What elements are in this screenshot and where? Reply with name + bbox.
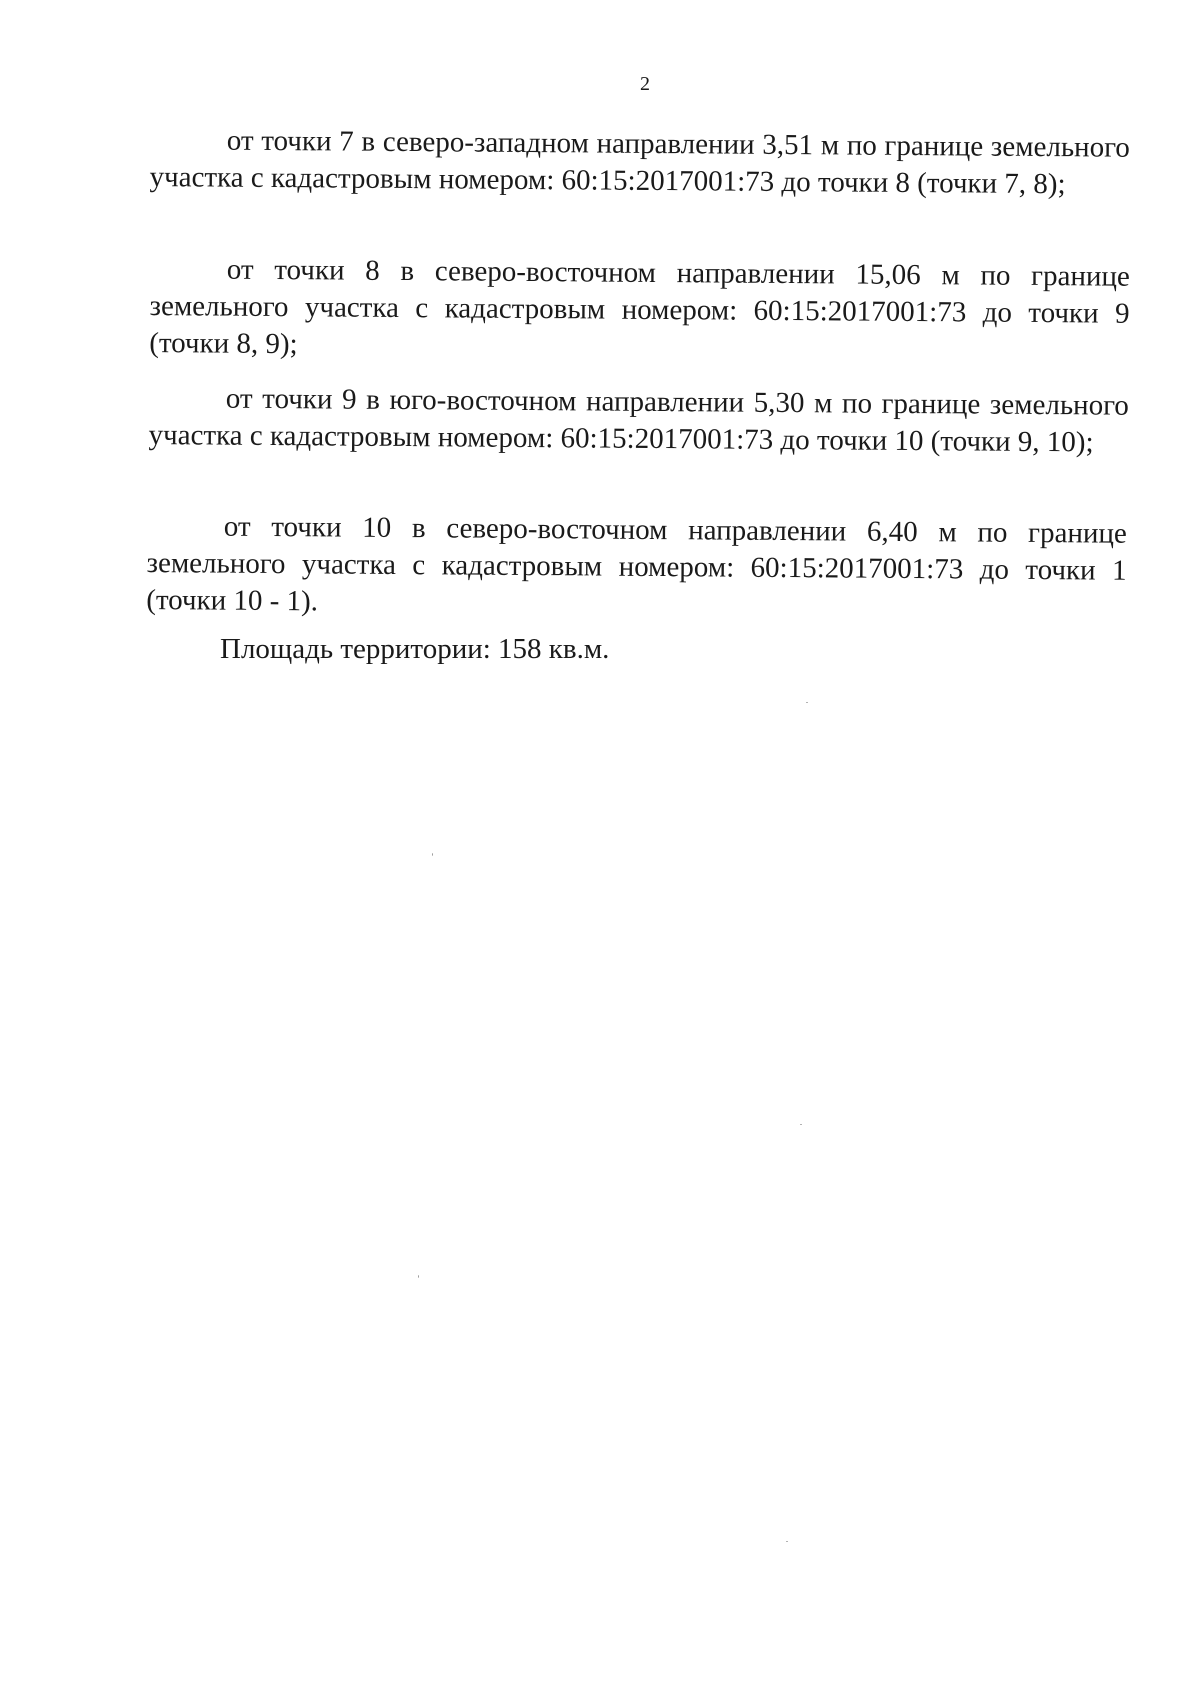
boundary-paragraph-3: от точки 9 в юго-восточном направлении 5,30 м по границе земельного участка с кадастровым номером: 60:15:2017001:73 до точки 10 (точки 9, 10); <box>148 382 1129 459</box>
boundary-paragraph-4: от точки 10 в северо-восточном направлении 6,40 м по границе земельного участка с кадастровым номером: 60:15:2017001:73 до точки 1 (точки 10 - 1). <box>146 510 1127 618</box>
scan-speck <box>432 853 433 856</box>
scan-speck <box>418 1275 419 1278</box>
scan-speck <box>806 702 808 703</box>
territory-area-line: Площадь территории: 158 кв.м. <box>220 633 610 665</box>
scan-speck <box>786 1541 788 1542</box>
scan-speck <box>800 1124 802 1125</box>
boundary-paragraph-1: от точки 7 в северо-западном направлении 3,51 м по границе земельного участка с кадастровым номером: 60:15:2017001:73 до точки 8 (точки 7, 8); <box>149 124 1130 201</box>
boundary-paragraph-2: от точки 8 в северо-восточном направлении 15,06 м по границе земельного участка с кадастровым номером: 60:15:2017001:73 до точки 9 (точки 8, 9); <box>149 253 1130 361</box>
page-number: 2 <box>640 73 650 95</box>
